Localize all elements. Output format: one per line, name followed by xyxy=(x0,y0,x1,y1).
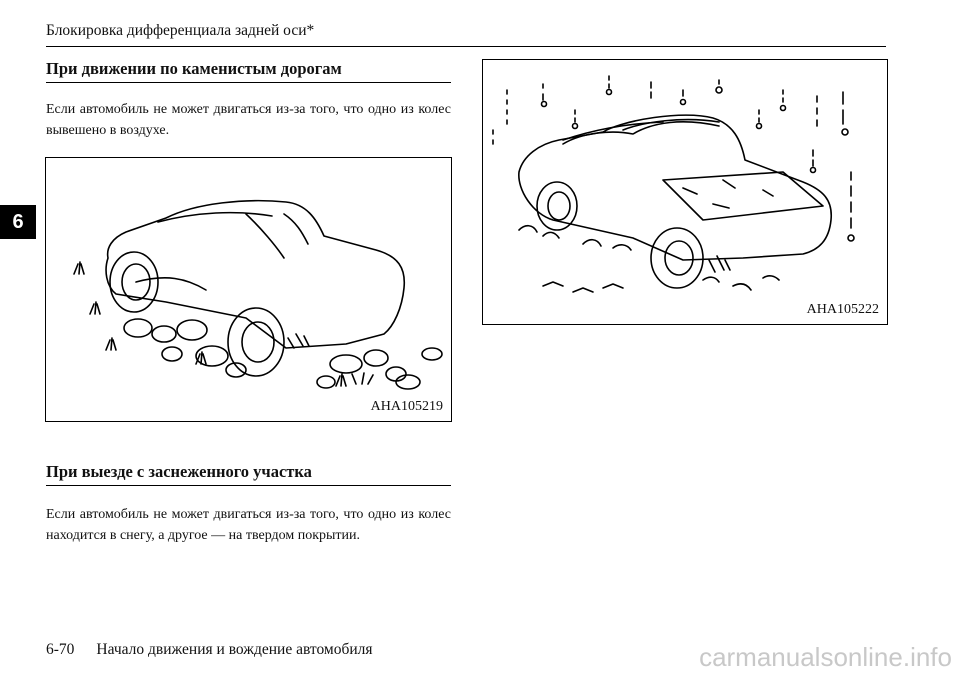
section-text-snow: Если автомобиль не может двигаться из-за того, что одно из колес находится в снегу, а другое — на твердом покрытии. xyxy=(46,507,451,543)
running-header: Блокировка дифференциала задней оси* xyxy=(46,22,315,39)
header-divider xyxy=(46,46,886,47)
car-on-rocks-illustration xyxy=(46,158,453,423)
watermark: carmanualsonline.info xyxy=(699,642,952,672)
car-in-snow-illustration xyxy=(483,60,889,326)
section-divider xyxy=(46,82,451,83)
chapter-tab[interactable]: 6 xyxy=(0,205,36,239)
figure-code: AHA105219 xyxy=(370,399,443,414)
figure-code: AHA105222 xyxy=(806,302,879,317)
section-title-rocky-roads: При движении по каменистым дорогам xyxy=(46,59,342,78)
page-number: 6-70 xyxy=(46,641,75,658)
section-text-rocky-roads: Если автомобиль не может двигаться из-за того, что одно из колес вывешено в воздухе. xyxy=(46,102,451,138)
section-divider xyxy=(46,485,451,486)
figure-snow xyxy=(482,59,888,325)
figure-rocky-road xyxy=(45,157,452,422)
section-title-snow: При выезде с заснеженного участка xyxy=(46,462,312,481)
chapter-title: Начало движения и вождение автомобиля xyxy=(96,641,373,658)
page-footer xyxy=(46,641,373,659)
